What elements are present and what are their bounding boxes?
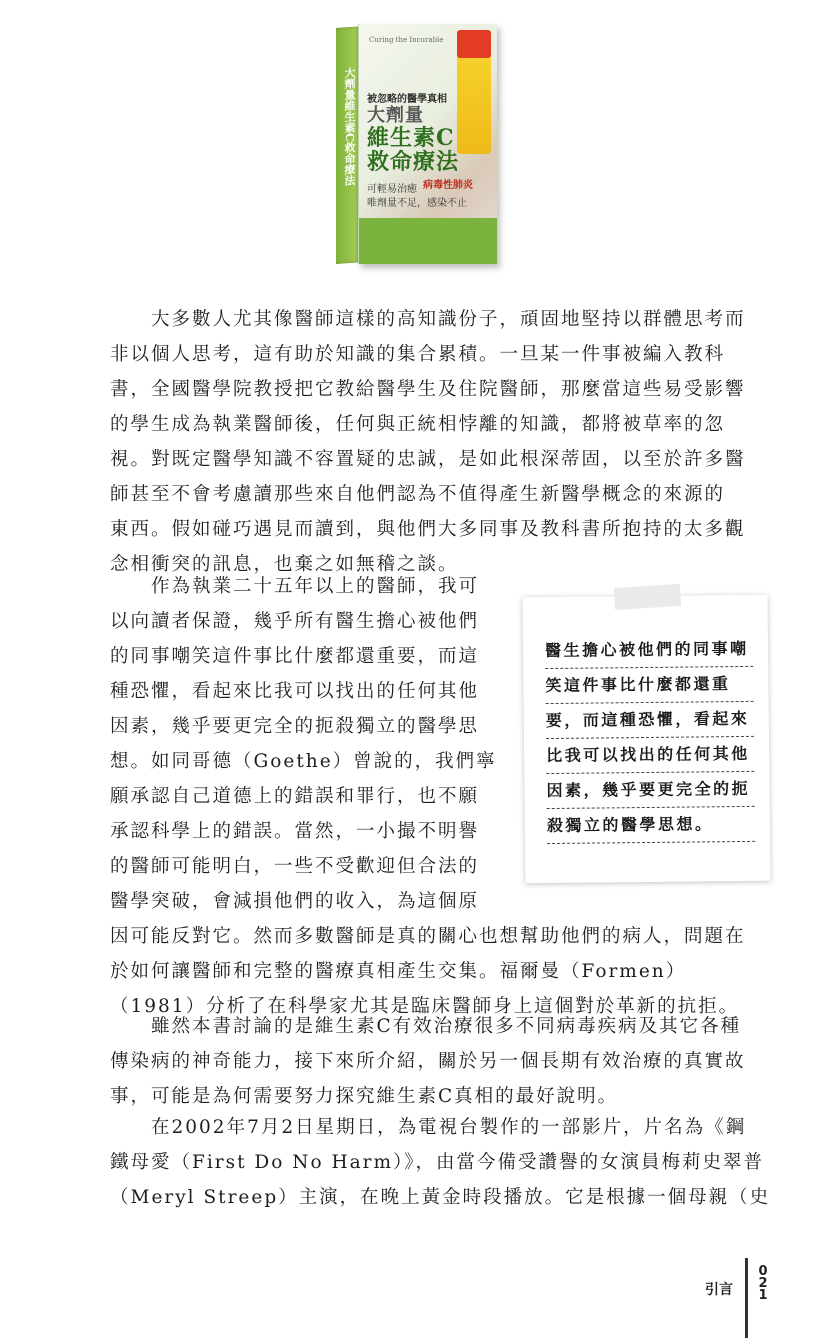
footer-divider	[745, 1258, 748, 1338]
text-line: （1981）分析了在科學家尤其是臨床醫師身上這個對於革新的抗拒。	[110, 996, 740, 1017]
text-line: 傳染病的神奇能力，接下來所介紹，關於另一個長期有效治療的真實故	[110, 1051, 746, 1072]
cover-green-band	[359, 218, 497, 264]
text-line: 因素，幾乎要更完全的扼殺獨立的醫學思	[110, 716, 480, 737]
section-label: 引言	[705, 1282, 733, 1298]
text-line: 的醫師可能明白，一些不受歡迎但合法的	[110, 856, 480, 877]
cover-title-1: 大劑量	[367, 105, 424, 126]
pull-quote-line: 殺獨立的醫學思想。	[547, 807, 755, 844]
text-line: 的同事嘲笑這件事比什麼都還重要，而這	[110, 646, 480, 667]
text-line: 以向讀者保證，幾乎所有醫生擔心被他們	[110, 611, 480, 632]
book-spine	[336, 26, 360, 264]
cover-title-3: 救命療法	[367, 149, 460, 175]
cover-tag-1: 可輕易治癒	[367, 184, 417, 195]
text-line: 雖然本書討論的是維生素C有效治療很多不同病毒疾病及其它各種	[110, 1016, 742, 1037]
text-line: 東西。假如碰巧遇見而讀到，與他們大多同事及教科書所抱持的太多觀	[110, 519, 746, 540]
pull-quote-line: 比我可以找出的任何其他	[546, 737, 754, 774]
text-line: 承認科學上的錯誤。當然，一小撮不明譽	[110, 821, 480, 842]
paragraph-1	[110, 302, 746, 582]
text-line: 想。如同哥德（Goethe）曾說的，我們寧	[110, 751, 497, 772]
cover-top-line: 被忽略的醫學真相	[367, 94, 447, 105]
pull-quote-line: 因素，幾乎要更完全的扼	[546, 772, 754, 809]
text-line: 書，全國醫學院教授把它教給醫學生及住院醫師，那麼當這些易受影響	[110, 379, 746, 400]
pull-quote-line: 笑這件事比什麼都還重	[545, 667, 753, 704]
text-line: 念相衝突的訊息，也棄之如無稽之談。	[110, 554, 459, 575]
text-line: 非以個人思考，這有助於知識的集合累積。一旦某一件事被編入教科	[110, 344, 726, 365]
text-line: （Meryl Streep）主演，在晚上黃金時段播放。它是根據一個母親（史	[110, 1187, 771, 1208]
book-cover-image	[336, 22, 496, 270]
text-line: 事，可能是為何需要努力探究維生素C真相的最好說明。	[110, 1086, 619, 1107]
pull-quote-line: 要，而這種恐懼，看起來	[546, 702, 754, 739]
text-line: 大多數人尤其像醫師這樣的高知識份子，頑固地堅持以群體思考而	[110, 309, 746, 330]
cover-tag-2: 病毒性肺炎	[423, 180, 473, 191]
paragraph-4	[110, 1110, 770, 1215]
text-line: 於如何讓醫師和完整的醫療真相產生交集。福爾曼（Formen）	[110, 961, 687, 982]
text-line: 作為執業二十五年以上的醫師，我可	[110, 576, 480, 597]
book-front-cover	[358, 24, 497, 264]
text-line: 醫學突破，會減損他們的收入，為這個原	[110, 891, 480, 912]
cover-tag-3: 唯劑量不足，感染不止	[367, 198, 467, 209]
cover-title-2: 維生素C	[367, 125, 455, 151]
text-line: 願承認自己道德上的錯誤和罪行，也不願	[110, 786, 480, 807]
text-line: 因可能反對它。然而多數醫師是真的關心也想幫助他們的病人，問題在	[110, 926, 746, 947]
cover-sticker	[457, 30, 491, 58]
text-line: 視。對既定醫學知識不容置疑的忠誠，是如此根深蒂固，以至於許多醫	[110, 449, 746, 470]
text-line: 在2002年7月2日星期日，為電視台製作的一部影片，片名為《鋼	[110, 1117, 747, 1138]
pull-quote-line: 醫生擔心被他們的同事嘲	[545, 632, 753, 669]
text-line: 的學生成為執業醫師後，任何與正統相悖離的知識，都將被草率的忽	[110, 414, 726, 435]
page-number: 021	[758, 1264, 768, 1303]
pull-quote-card	[523, 595, 771, 884]
book-spine-title: 大劑量維生素C救命療法	[343, 66, 356, 187]
text-line: 鐵母愛（First Do No Harm）》，由當今備受讚譽的女演員梅莉史翠普	[110, 1152, 765, 1173]
tape-decoration	[614, 584, 681, 610]
text-line: 種恐懼，看起來比我可以找出的任何其他	[110, 681, 480, 702]
paragraph-3	[110, 1009, 746, 1114]
pull-quote-text	[545, 632, 755, 844]
text-line: 師甚至不會考慮讀那些來自他們認為不值得產生新醫學概念的來源的	[110, 484, 726, 505]
cover-subtitle-en: Curing the Incurable	[369, 36, 444, 44]
